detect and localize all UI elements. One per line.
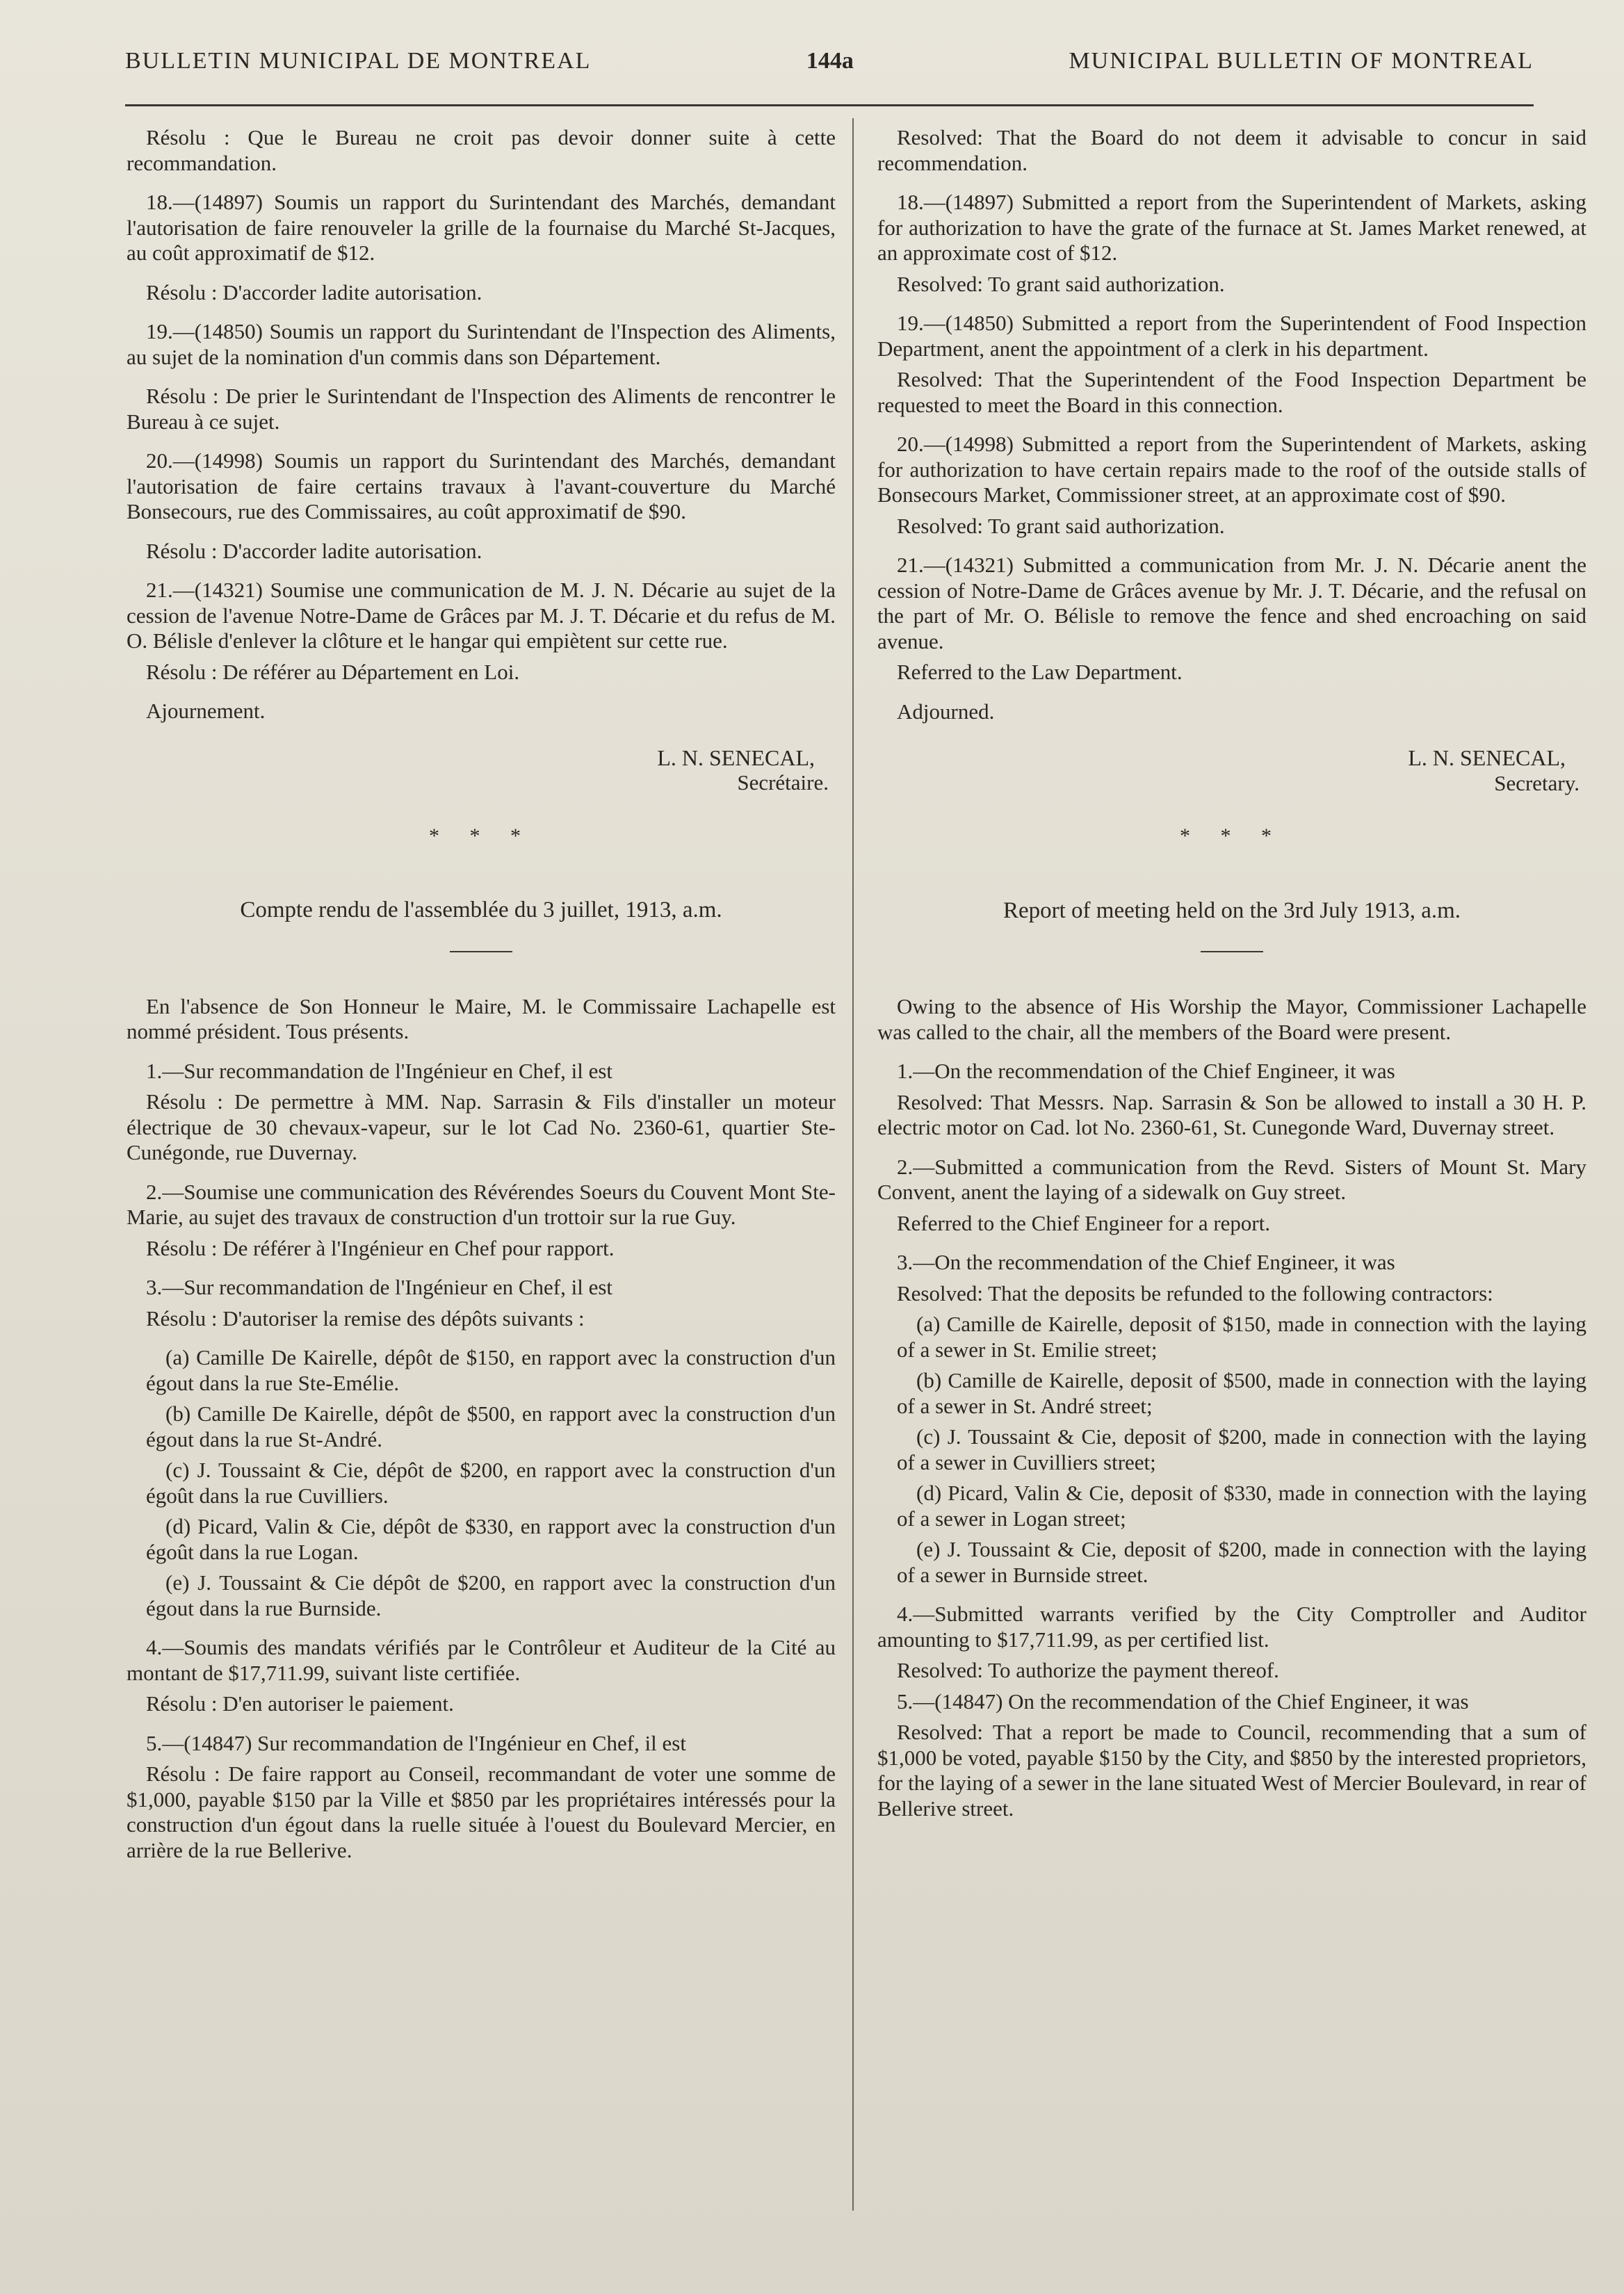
paragraph: Résolu : De référer au Département en Loi. — [146, 659, 520, 684]
list-item: (d) Picard, Valin & Cie, dépôt de $330, en rapport avec la construction d'un égoût dans la rue Logan. — [146, 1514, 836, 1564]
paragraph: 5.—(14847) Sur recommandation de l'Ingénieur en Chef, il est — [146, 1730, 686, 1755]
paragraph: 18.—(14897) Soumis un rapport du Surintendant des Marchés, demandant l'autorisation de faire renouveler la grille de la fournaise du Marché St-Jacques, au coût approximatif de $12. — [127, 190, 836, 265]
paragraph: Résolu : D'accorder ladite autorisation. — [146, 279, 482, 304]
header-french-title: BULLETIN MUNICIPAL DE MONTREAL — [125, 48, 592, 74]
list-item: (b) Camille De Kairelle, dépôt de $500, en rapport avec la construction d'un égout dans la rue St-André. — [146, 1401, 836, 1451]
paragraph: 3.—Sur recommandation de l'Ingénieur en Chef, il est — [146, 1275, 613, 1299]
signature-title: Secrétaire. — [737, 770, 829, 795]
paragraph: 2.—Soumise une communication des Révérendes Soeurs du Couvent Mont Ste-Marie, au sujet des travaux de construction d'un trottoir sur la rue Guy. — [127, 1179, 836, 1229]
paragraph: 20.—(14998) Submitted a report from the Superintendent of Markets, asking for authorization to have certain repairs made to the roof of the outside stalls of Bonsecours Market, Commissioner street, at an approximate cost of $90. — [877, 432, 1586, 507]
heading-rule — [450, 951, 512, 952]
paragraph: Referred to the Chief Engineer for a report. — [897, 1210, 1271, 1235]
section-separator: * * * — [429, 824, 533, 847]
list-item: (c) J. Toussaint & Cie, deposit of $200, made in connection with the laying of a sewer in Cuvilliers street; — [897, 1424, 1586, 1474]
paragraph: 21.—(14321) Submitted a communication from Mr. J. N. Décarie anent the cession of Notre-Dame de Grâces avenue by Mr. J. T. Décarie, and the refusal on the part of Mr. O. Bélisle to remove the fence and shed encroaching on said avenue. — [877, 553, 1586, 653]
signature-name: L. N. SENECAL, — [657, 745, 815, 770]
list-item: (e) J. Toussaint & Cie, deposit of $200, made in connection with the laying of a sewer in Burnside street. — [897, 1537, 1586, 1587]
paragraph: Adjourned. — [897, 699, 995, 724]
paragraph: 20.—(14998) Soumis un rapport du Surintendant des Marchés, demandant l'autorisation de faire certains travaux à l'avant-couverture du Marché Bonsecours, rue des Commissaires, au coût approximatif de $90. — [127, 448, 836, 523]
section-separator: * * * — [1180, 824, 1284, 847]
paragraph: 1.—On the recommendation of the Chief Engineer, it was — [897, 1059, 1395, 1083]
paragraph: Résolu : De faire rapport au Conseil, recommandant de voter une somme de $1,000, payable $150 par la Ville et $850 par les propriétaires intéressés pour la construction d'un égout dans la ruelle située à l'ouest du Boulevard Mercier, en arrière de la rue Bellerive. — [127, 1762, 836, 1862]
paragraph: 1.—Sur recommandation de l'Ingénieur en Chef, il est — [146, 1058, 613, 1083]
meeting-heading: Compte rendu de l'assemblée du 3 juillet, 1913, a.m. — [240, 897, 722, 922]
paragraph: Resolved: To grant said authorization. — [897, 513, 1225, 538]
paragraph: 18.—(14897) Submitted a report from the Superintendent of Markets, asking for authorization to have the grate of the furnace at St. James Market renewed, at an approximate cost of $12. — [877, 190, 1586, 265]
signature-title: Secretary. — [1494, 770, 1580, 795]
header-rule — [125, 104, 1534, 106]
paragraph: En l'absence de Son Honneur le Maire, M. le Commissaire Lachapelle est nommé président. Tous présents. — [127, 993, 836, 1043]
paragraph: Resolved: That the Superintendent of the Food Inspection Department be requested to meet the Board in this connection. — [877, 367, 1586, 417]
paragraph: 3.—On the recommendation of the Chief Engineer, it was — [897, 1250, 1395, 1274]
paragraph: Résolu : D'en autoriser le paiement. — [146, 1691, 454, 1716]
column-divider — [852, 118, 854, 2211]
page-number: 144a — [806, 48, 854, 74]
heading-rule — [1201, 951, 1263, 952]
list-item: (a) Camille De Kairelle, dépôt de $150, en rapport avec la construction d'un égout dans la rue Ste-Emélie. — [146, 1345, 836, 1395]
paragraph: 4.—Soumis des mandats vérifiés par le Contrôleur et Auditeur de la Cité au montant de $17,711.99, suivant liste certifiée. — [127, 1635, 836, 1685]
paragraph: Resolved: That a report be made to Council, recommending that a sum of $1,000 be voted, payable $150 by the City, and $850 by the interested proprietors, for the laying of a sewer in the lane situated West of Mercier Boulevard, in rear of Bellerive street. — [877, 1720, 1586, 1821]
paragraph: 19.—(14850) Soumis un rapport du Surintendant de l'Inspection des Aliments, au sujet de la nomination d'un commis dans son Département. — [127, 319, 836, 369]
english-column — [877, 125, 1586, 1835]
french-column — [127, 125, 836, 1877]
paragraph: 19.—(14850) Submitted a report from the Superintendent of Food Inspection Department, anent the appointment of a clerk in his department. — [877, 311, 1586, 361]
list-item: (a) Camille de Kairelle, deposit of $150, made in connection with the laying of a sewer in St. Emilie street; — [897, 1312, 1586, 1362]
paragraph: Resolved: That the Board do not deem it advisable to concur in said recommendation. — [877, 125, 1586, 175]
paragraph: Resolved: To grant said authorization. — [897, 271, 1225, 296]
paragraph: Résolu : De référer à l'Ingénieur en Chef pour rapport. — [146, 1235, 615, 1260]
signature-name: L. N. SENECAL, — [1408, 745, 1566, 770]
paragraph: Ajournement. — [146, 699, 266, 723]
paragraph: 2.—Submitted a communication from the Revd. Sisters of Mount St. Mary Convent, anent the laying of a sidewalk on Guy street. — [877, 1154, 1586, 1204]
list-item: (d) Picard, Valin & Cie, deposit of $330, made in connection with the laying of a sewer in Logan street; — [897, 1481, 1586, 1531]
paragraph: Referred to the Law Department. — [897, 660, 1183, 684]
paragraph: Résolu : De permettre à MM. Nap. Sarrasin & Fils d'installer un moteur électrique de 30 chevaux-vapeur, sur le lot Cad No. 2360-61, quartier Ste-Cunégonde, rue Duvernay. — [127, 1089, 836, 1164]
page-header — [125, 40, 1534, 82]
paragraph: 5.—(14847) On the recommendation of the Chief Engineer, it was — [897, 1689, 1469, 1714]
paragraph: Resolved: That Messrs. Nap. Sarrasin & Son be allowed to install a 30 H. P. electric motor on Cad. lot No. 2360-61, St. Cunegonde Ward, Duvernay street. — [877, 1089, 1586, 1139]
paragraph: Résolu : Que le Bureau ne croit pas devoir donner suite à cette recommandation. — [127, 125, 836, 175]
paragraph: Owing to the absence of His Worship the Mayor, Commissioner Lachapelle was called to the chair, all the members of the Board were present. — [877, 994, 1586, 1044]
meeting-heading: Report of meeting held on the 3rd July 1913, a.m. — [1002, 897, 1461, 923]
paragraph: Résolu : D'accorder ladite autorisation. — [146, 538, 482, 563]
list-item: (b) Camille de Kairelle, deposit of $500, made in connection with the laying of a sewer in St. André street; — [897, 1368, 1586, 1418]
paragraph: Resolved: To authorize the payment thereof. — [897, 1658, 1279, 1682]
paragraph: Résolu : De prier le Surintendant de l'Inspection des Aliments de rencontrer le Bureau à ce sujet. — [127, 384, 836, 434]
paragraph: 21.—(14321) Soumise une communication de M. J. N. Décarie au sujet de la cession de l'avenue Notre-Dame de Grâces par M. J. T. Décarie et du refus de M. O. Bélisle d'enlever la clôture et le hangar qui empiètent sur cette rue. — [127, 578, 836, 653]
paragraph: Résolu : D'autoriser la remise des dépôts suivants : — [146, 1305, 585, 1331]
paragraph: 4.—Submitted warrants verified by the City Comptroller and Auditor amounting to $17,711.99, as per certified list. — [877, 1602, 1586, 1652]
list-item: (e) J. Toussaint & Cie dépôt de $200, en rapport avec la construction d'un égout dans la rue Burnside. — [146, 1570, 836, 1620]
paragraph: Resolved: That the deposits be refunded to the following contractors: — [897, 1280, 1493, 1305]
header-english-title: MUNICIPAL BULLETIN OF MONTREAL — [1069, 48, 1534, 74]
list-item: (c) J. Toussaint & Cie, dépôt de $200, en rapport avec la construction d'un égoût dans la rue Cuvilliers. — [146, 1458, 836, 1508]
